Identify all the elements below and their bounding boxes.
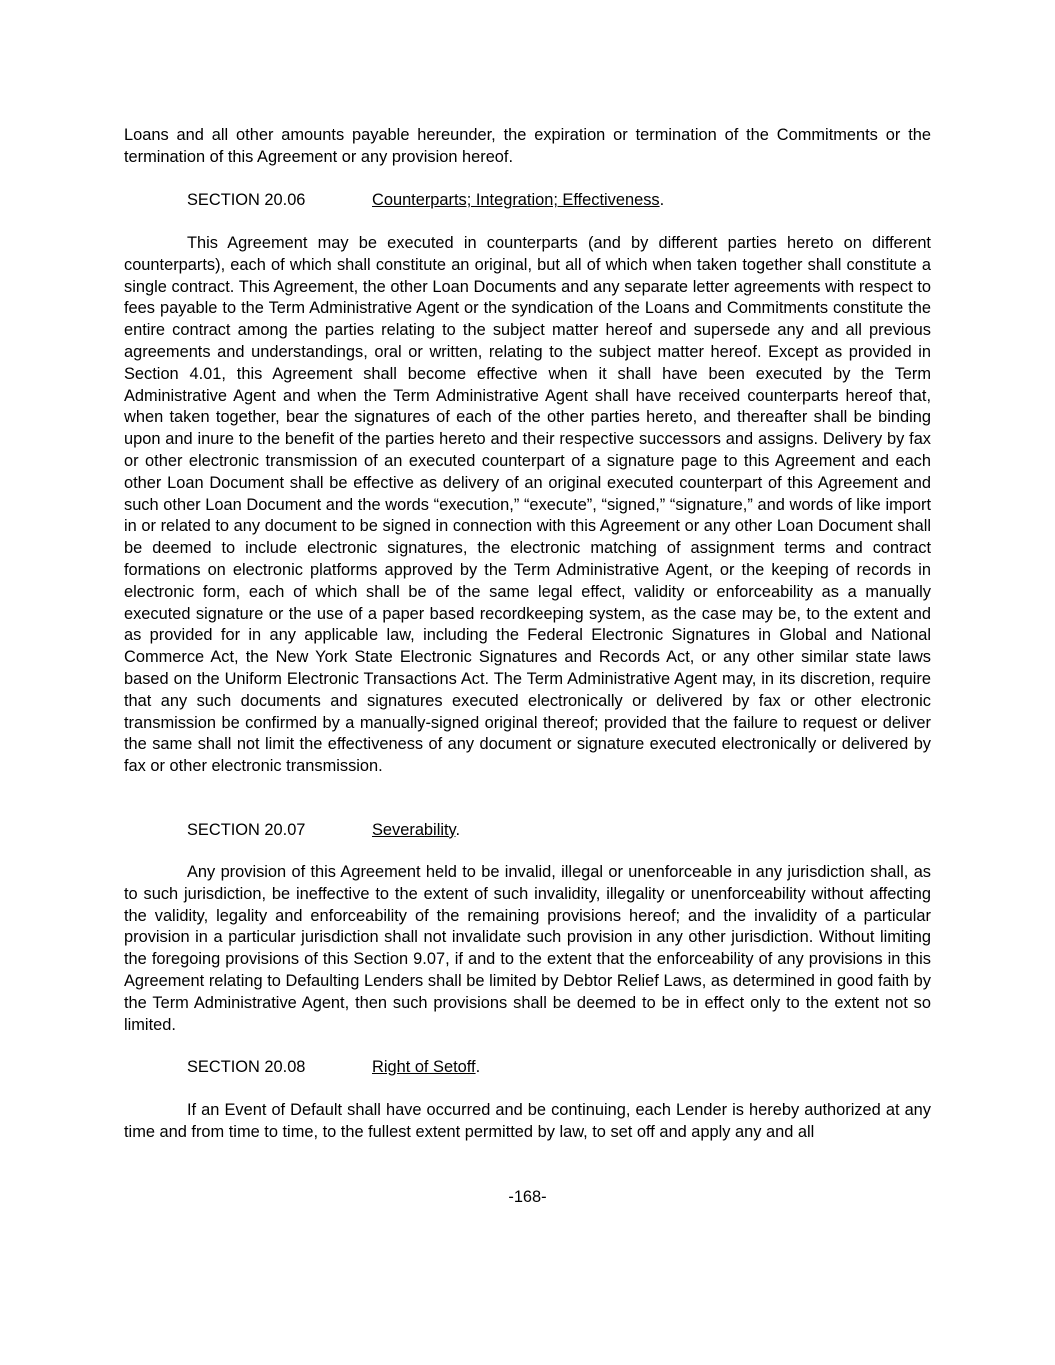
section-heading-20-07: SECTION 20.07 Severability. — [187, 820, 931, 842]
section-heading-20-08: SECTION 20.08 Right of Setoff. — [187, 1057, 931, 1079]
section-number: SECTION 20.07 — [187, 821, 306, 839]
section-heading-20-06: SECTION 20.06 Counterparts; Integration; Effectiveness. — [187, 190, 931, 212]
section-title: Right of Setoff — [372, 1058, 476, 1076]
section-number: SECTION 20.06 — [187, 191, 306, 209]
section-number: SECTION 20.08 — [187, 1058, 306, 1076]
page-number: -168- — [508, 1188, 547, 1206]
intro-paragraph: Loans and all other amounts payable hereunder, the expiration or termination of the Commitments or the termination of this Agreement or any provision hereof. — [124, 126, 931, 166]
section-body-20-07: Any provision of this Agreement held to be invalid, illegal or unenforceable in any jurisdiction shall, as to such jurisdiction, be ineffective to the extent of such invalidity, illegality or unenforceability without affecting the validity, legality and enforceability of the remaining provisions hereof; and the invalidity of a particular provision in a particular jurisdiction shall not invalidate such provision in any other jurisdiction. Without limiting the foregoing provisions of this Section 9.07, if and to the extent that the enforceability of any provisions in this Agreement relating to Defaulting Lenders shall be limited by Debtor Relief Laws, as determined in good faith by the Term Administrative Agent, then such provisions shall be deemed to be in effect only to the extent not so limited. — [124, 863, 931, 1034]
section-body-20-06: This Agreement may be executed in counterparts (and by different parties hereto on different counterparts), each of which shall constitute an original, but all of which when taken together shall constitute a single contract. This Agreement, the other Loan Documents and any separate letter agreements with respect to fees payable to the Term Administrative Agent or the syndication of the Loans and Commitments constitute the entire contract among the parties relating to the subject matter hereof and supersede any and all previous agreements and understandings, oral or written, relating to the subject matter hereof. Except as provided in Section 4.01, this Agreement shall become effective when it shall have been executed by the Term Administrative Agent and when the Term Administrative Agent shall have received counterparts hereof that, when taken together, bear the signatures of each of the other parties hereto, and thereafter shall be binding upon and inure to the benefit of the parties hereto and their respective successors and assigns. Delivery by fax or other electronic transmission of an executed counterpart of a signature page to this Agreement and each other Loan Document shall be effective as delivery of an original executed counterpart of this Agreement and such other Loan Document and the words “execution,” “execute”, “signed,” “signature,” and words of like import in or related to any document to be signed in connection with this Agreement or any other Loan Document shall be deemed to include electronic signatures, the electronic matching of assignment terms and contract formations on electronic platforms approved by the Term Administrative Agent, or the keeping of records in electronic form, each of which shall be of the same legal effect, validity or enforceability as a manually executed signature or the use of a paper based recordkeeping system, as the case may be, to the extent and as provided for in any applicable law, including the Federal Electronic Signatures in Global and National Commerce Act, the New York State Electronic Signatures and Records Act, or any other similar state laws based on the Uniform Electronic Transactions Act. The Term Administrative Agent may, in its discretion, require that any such documents and signatures executed electronically or delivered by fax or other electronic transmission be confirmed by a manually-signed original thereof; provided that the failure to request or deliver the same shall not limit the effectiveness of any document or signature executed electronically or delivered by fax or other electronic transmission. — [124, 234, 931, 776]
section-body-20-08: If an Event of Default shall have occurred and be continuing, each Lender is hereby authorized at any time and from time to time, to the fullest extent permitted by law, to set off and apply any and all — [124, 1101, 931, 1141]
section-title: Severability — [372, 821, 456, 839]
section-title: Counterparts; Integration; Effectiveness — [372, 191, 660, 209]
